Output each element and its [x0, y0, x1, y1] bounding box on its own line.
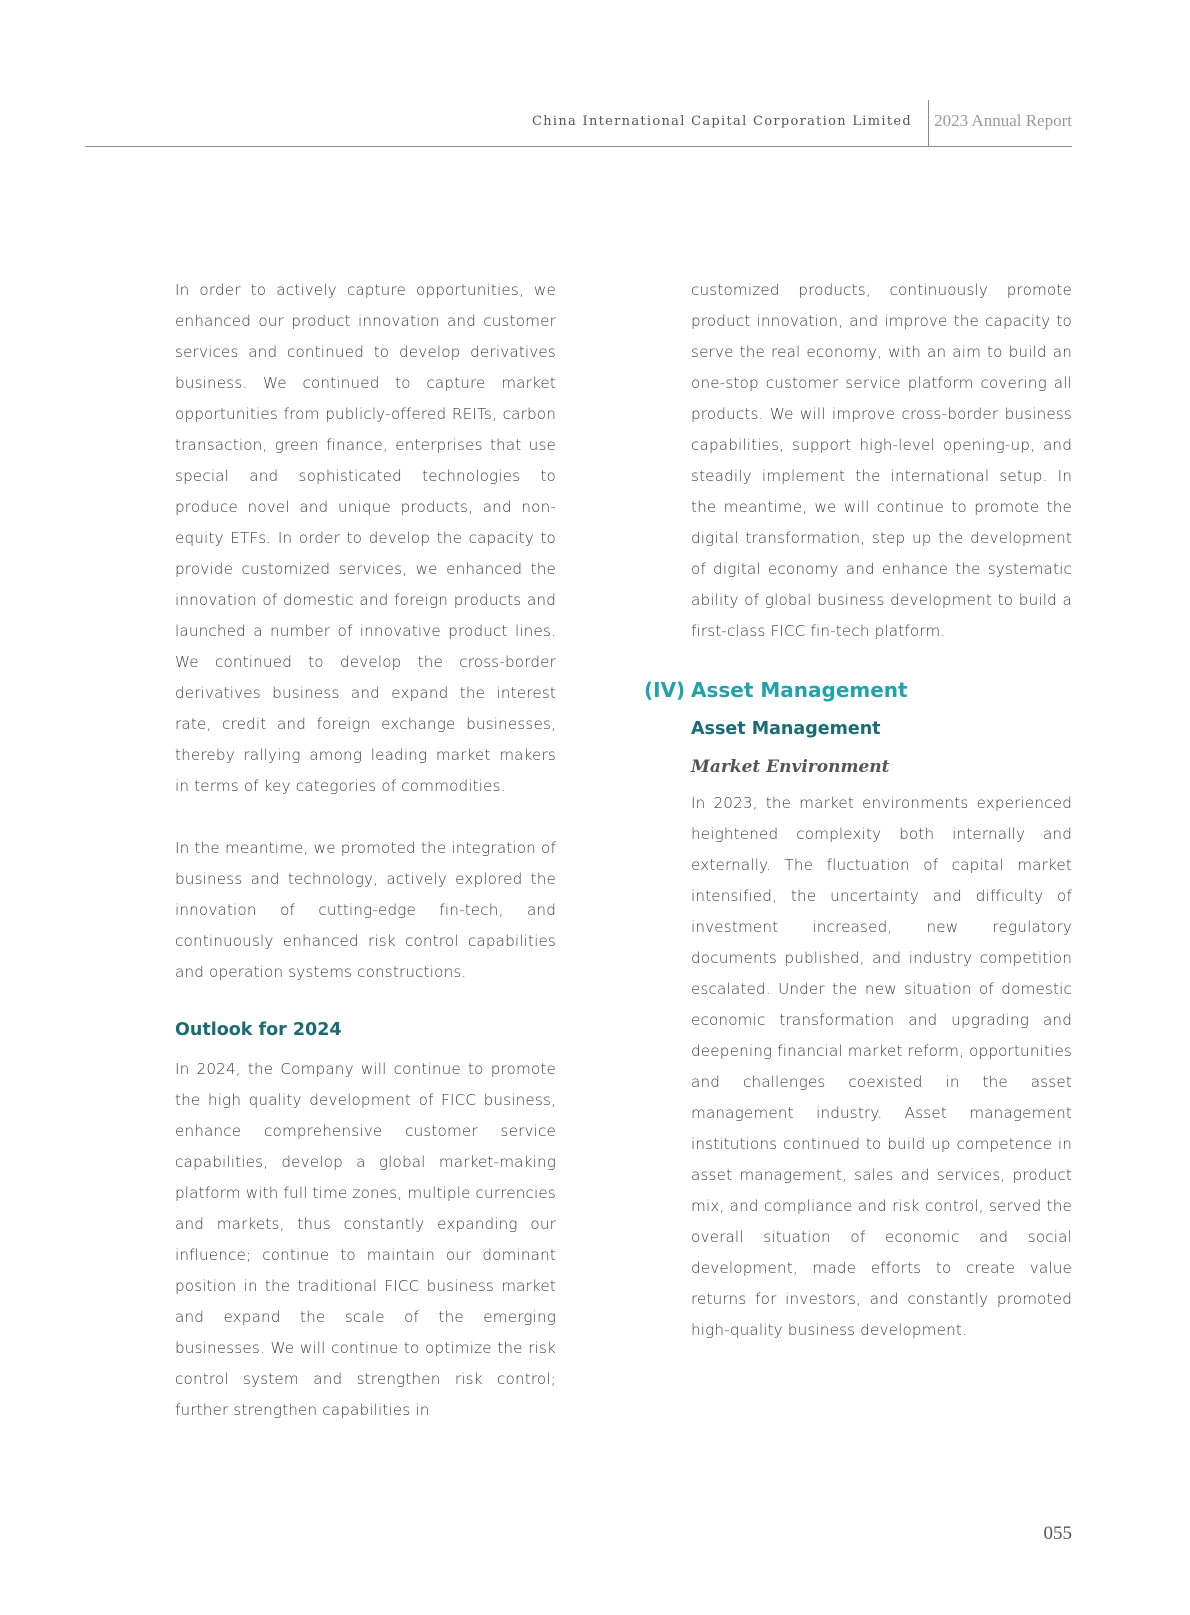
body-paragraph: In 2024, the Company will continue to promote the high quality development of FICC business, enhance comprehensive customer service capabilities, develop a global market-making platform with full time zones, multiple currencies and markets, thus constantly expanding our influence; continue to maintain our dominant position in the traditional FICC business market and expand the scale of the emerging businesses. We will continue to optimize the risk control system and strengthen risk control; further strengthen capabilities in [175, 1060, 556, 1419]
header-company-name: China International Capital Corporation Limited [532, 114, 912, 129]
body-paragraph: In order to actively capture opportunities, we enhanced our product innovation and customer services and continued to develop derivatives business. We continued to capture market opportunities from publicly-offered REITs, carbon transaction, green finance, enterprises that use special and sophisticated technologies to produce novel and unique products, and non-equity ETFs. In order to develop the capacity to provide customized services, we enhanced the innovation of domestic and foreign products and launched a number of innovative product lines. We continued to develop the cross-border derivatives business and expand the interest rate, credit and foreign exchange businesses, thereby rallying among leading market makers in terms of key categories of commodities. [175, 281, 556, 795]
section-number: (IV) [644, 678, 686, 702]
page-number: 055 [1043, 1523, 1072, 1544]
page-header [85, 100, 1072, 147]
outlook-heading: Outlook for 2024 [175, 1020, 342, 1040]
body-paragraph: In 2023, the market environments experienced heightened complexity both internally and externally. The fluctuation of capital market intensified, the uncertainty and difficulty of investment increased, new regulatory documents published, and industry competition escalated. Under the new situation of domestic economic transformation and upgrading and deepening financial market reform, opportunities and challenges coexisted in the asset management industry. Asset management institutions continued to build up competence in asset management, sales and services, product mix, and compliance and risk control, served the overall situation of economic and social development, made efforts to create value returns for investors, and constantly promoted high-quality business development. [691, 794, 1072, 1339]
italic-heading: Market Environment [691, 757, 890, 777]
header-report-title: 2023 Annual Report [934, 111, 1072, 130]
section-title: Asset Management [691, 678, 908, 702]
header-divider [928, 100, 929, 146]
left-column [175, 275, 556, 1426]
body-paragraph: In the meantime, we promoted the integration of business and technology, actively explored the innovation of cutting-edge fin-tech, and continuously enhanced risk control capabilities and operation systems constructions. [175, 839, 556, 981]
body-paragraph: customized products, continuously promote product innovation, and improve the capacity to serve the real economy, with an aim to build an one-stop customer service platform covering all products. We will improve cross-border business capabilities, support high-level opening-up, and steadily implement the international setup. In the meantime, we will continue to promote the digital transformation, step up the development of digital economy and enhance the systematic ability of global business development to build a first-class FICC fin-tech platform. [691, 281, 1072, 640]
right-column [644, 275, 1072, 1346]
section-heading [644, 678, 1072, 702]
sub-heading: Asset Management [691, 719, 881, 739]
